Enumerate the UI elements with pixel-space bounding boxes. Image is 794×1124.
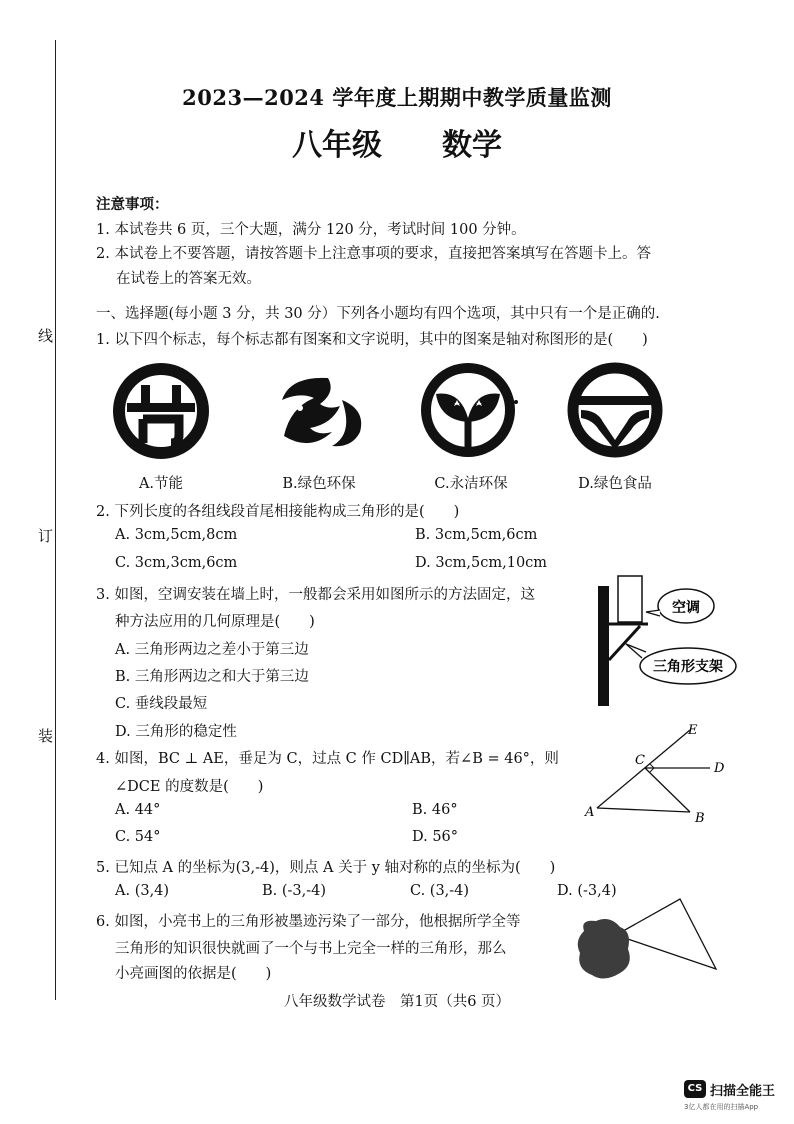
logo-label-d: D.绿色食品 xyxy=(578,476,652,492)
q5-option-a: A. (3,4) xyxy=(115,883,170,899)
q1-stem: 1. 以下四个标志，每个标志都有图案和文字说明，其中的图案是轴对称图形的是( ) xyxy=(96,332,648,348)
logo-label-a: A.节能 xyxy=(138,476,184,492)
q3-option-c: C. 垂线段最短 xyxy=(115,696,208,712)
q3-option-a: A. 三角形两边之差小于第三边 xyxy=(115,642,309,658)
binding-margin-line xyxy=(55,40,56,1000)
notes-item-2: 2. 本试卷上不要答题，请按答题卡上注意事项的要求，直接把答案填写在答题卡上。答 xyxy=(96,246,651,262)
line-ab xyxy=(597,808,690,812)
point-label-a: A xyxy=(585,805,595,820)
q2-option-a: A. 3cm,5cm,8cm xyxy=(115,527,238,543)
point-label-d: D xyxy=(714,761,725,776)
point-label-b: B xyxy=(695,811,705,826)
air-conditioner xyxy=(618,576,642,622)
green-food-logo-icon xyxy=(567,362,663,458)
ac-label: 空调 xyxy=(672,600,700,616)
q2-option-c: C. 3cm,3cm,6cm xyxy=(115,555,238,571)
q6-stem-line1: 6. 如图，小亮书上的三角形被墨迹污染了一部分，他根据所学全等 xyxy=(96,914,521,930)
binding-mark-line: 线 xyxy=(38,327,54,345)
q4-option-b: B. 46° xyxy=(412,802,458,818)
point-label-c: C xyxy=(635,753,645,768)
notes-item-2-cont: 在试卷上的答案无效。 xyxy=(116,271,261,287)
q5-option-c: C. (3,-4) xyxy=(410,883,470,899)
q2-stem: 2. 下列长度的各组线段首尾相接能构成三角形的是( ) xyxy=(96,504,460,520)
watermark-tagline: 3亿人都在用的扫描App xyxy=(684,1103,759,1111)
bracket-label: 三角形支架 xyxy=(653,659,723,675)
q3-option-d: D. 三角形的稳定性 xyxy=(115,724,237,740)
q2-option-b: B. 3cm,5cm,6cm xyxy=(415,527,538,543)
binding-mark-staple: 订 xyxy=(38,527,54,545)
q3-figure xyxy=(590,570,740,710)
notes-item-1: 1. 本试卷共 6 页，三个大题，满分 120 分，考试时间 100 分钟。 xyxy=(96,222,526,238)
q4-stem-line1: 4. 如图，BC ⊥ AE，垂足为 C，过点 C 作 CD∥AB，若∠B = 46°，则 xyxy=(96,751,559,767)
logo-label-b: B.绿色环保 xyxy=(282,476,356,492)
q6-stem-line2: 三角形的知识很快就画了一个与书上完全一样的三角形，那么 xyxy=(115,941,507,957)
q4-stem-line2: ∠DCE 的度数是( ) xyxy=(115,779,264,795)
q4-option-d: D. 56° xyxy=(412,829,459,845)
q4-option-a: A. 44° xyxy=(115,802,161,818)
q3-option-b: B. 三角形两边之和大于第三边 xyxy=(115,669,309,685)
point-label-e: E xyxy=(688,723,698,738)
page-footer: 八年级数学试卷 第1页（共6 页） xyxy=(283,994,511,1010)
watermark-name: 扫描全能王 xyxy=(710,1084,776,1099)
q6-figure xyxy=(570,893,730,989)
section1-heading: 一、选择题(每小题 3 分，共 30 分）下列各小题均有四个选项，其中只有一个是正确的. xyxy=(96,306,660,322)
q5-option-d: D. (-3,4) xyxy=(557,883,617,899)
notes-heading: 注意事项： xyxy=(96,196,169,213)
line-ae xyxy=(597,730,690,808)
ink-blot xyxy=(578,919,630,979)
q4-option-c: C. 54° xyxy=(115,829,161,845)
q4-figure xyxy=(575,720,735,830)
triangle-outline xyxy=(616,899,716,969)
q5-stem: 5. 已知点 A 的坐标为(3,-4)，则点 A 关于 y 轴对称的点的坐标为( ) xyxy=(96,860,556,876)
q6-stem-line3: 小亮画图的依据是( ) xyxy=(115,966,272,982)
line-cb xyxy=(645,768,690,812)
binding-mark-bind: 装 xyxy=(38,727,54,745)
energy-saving-logo-icon xyxy=(113,363,209,459)
clean-eco-logo-icon xyxy=(420,360,520,460)
q3-stem-line1: 3. 如图，空调安装在墙上时，一般都会采用如图所示的方法固定，这 xyxy=(96,587,535,603)
exam-title: 2023—2024 学年度上期期中教学质量监测 xyxy=(182,85,612,110)
camscanner-logo-icon: CS xyxy=(684,1080,706,1098)
exam-subtitle: 八年级 数学 xyxy=(292,128,502,163)
q2-option-d: D. 3cm,5cm,10cm xyxy=(415,555,548,571)
q5-option-b: B. (-3,-4) xyxy=(262,883,327,899)
q3-stem-line2: 种方法应用的几何原理是( ) xyxy=(115,614,315,630)
logo-label-c: C.永洁环保 xyxy=(434,476,508,492)
wall xyxy=(598,586,609,706)
green-eco-logo-icon xyxy=(270,370,370,452)
